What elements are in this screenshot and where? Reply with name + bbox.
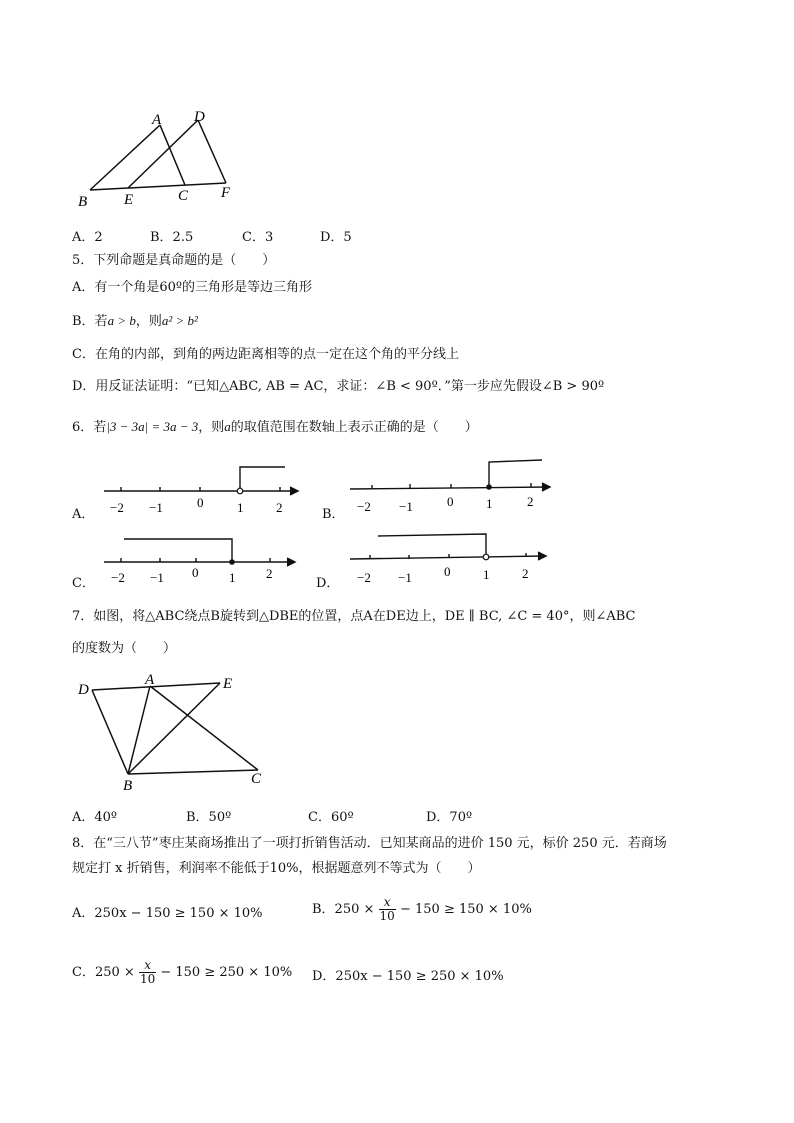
label-E: E [124, 192, 134, 208]
q7-option-c: C．60º [308, 810, 354, 825]
fraction-numerator: x [139, 959, 156, 973]
q5-b-result: a² > b² [161, 313, 198, 328]
tick-label: 0 [197, 495, 204, 510]
q8-b-prefix: B．250 × [312, 902, 375, 917]
q5-b-mid: ，则 [135, 314, 162, 329]
label-D: D [194, 109, 205, 125]
tick-label: 0 [447, 494, 454, 509]
q8-option-b [312, 896, 532, 923]
segment-DE [92, 683, 220, 690]
q8-option-d: D．250x − 150 ≥ 250 × 10% [312, 969, 504, 984]
q7-stem-line1: 7．如图，将△ABC绕点B旋转到△DBE的位置，点A在DE边上，DE ∥ BC, ∠C = 40°，则∠ABC [72, 609, 636, 624]
tick-label: −2 [111, 570, 125, 585]
segment-DB [92, 690, 128, 774]
q8-c-prefix: C．250 × [72, 965, 135, 980]
q6-stem-expression: |3 − 3a| = 3a − 3 [106, 419, 199, 434]
q8-c-fraction [139, 959, 156, 986]
q8-b-fraction [379, 896, 396, 923]
q6-stem-variable: a [224, 419, 231, 434]
tick-label: 2 [527, 494, 534, 509]
fraction-denominator: 10 [379, 909, 395, 923]
segment-EB [128, 683, 220, 774]
label-F: F [221, 185, 231, 201]
q8-stem-line2: 规定打 x 折销售，利润率不能低于10%，根据题意列不等式为（ ） [72, 861, 481, 876]
label-C: C [251, 771, 262, 787]
q6-stem-mid: ，则 [198, 420, 225, 435]
label-C: C [178, 188, 189, 204]
tick-label: −2 [110, 500, 124, 515]
q8-stem-line1: 8．在“三八节”枣庄某商场推出了一项打折销售活动．已知某商品的进价 150 元，标价 250 元．若商场 [72, 836, 667, 851]
tick-label: 1 [229, 570, 236, 585]
tick-label: −2 [357, 499, 371, 514]
q4-option-a: A．2 [72, 230, 103, 245]
q5-option-a: A．有一个角是60º的三角形是等边三角形 [72, 280, 313, 295]
q6-option-label-d: D． [316, 576, 340, 591]
fraction-numerator: x [379, 896, 396, 910]
q5-b-condition: a > b [107, 313, 136, 328]
q4-option-c: C．3 [242, 230, 274, 245]
q7-stem-line2: 的度数为（ ） [72, 641, 177, 656]
q8-option-a: A．250x − 150 ≥ 150 × 10% [72, 906, 263, 921]
label-D: D [78, 682, 89, 698]
tick-label: 1 [486, 496, 493, 511]
q4-option-d: D．5 [320, 230, 352, 245]
tick-label: −2 [357, 570, 371, 585]
segment-AB [128, 686, 150, 774]
tick-label: 2 [522, 566, 529, 581]
tick-label: 2 [266, 566, 273, 581]
tick-label: −1 [399, 499, 413, 514]
tick-label: 1 [483, 567, 490, 582]
q5-b-prefix: B．若 [72, 314, 108, 329]
q4-option-b: B．2.5 [150, 230, 194, 245]
q6-stem-suffix: 的取值范围在数轴上表示正确的是（ ） [230, 420, 478, 435]
q6-option-label-b: B． [322, 507, 345, 522]
q6-option-label-a: A． [72, 507, 95, 522]
segment-BC [128, 770, 258, 774]
tick-label: −1 [149, 500, 163, 515]
q7-option-d: D．70º [426, 810, 473, 825]
tick-label: −1 [398, 570, 412, 585]
q6-stem-prefix: 6．若 [72, 420, 107, 435]
tick-label: 1 [237, 500, 244, 515]
q5-option-d: D．用反证法证明：“已知△ABC, AB = AC，求证：∠B < 90º．”第一步应先假设∠B > 90º [72, 379, 605, 394]
tick-label: −1 [150, 570, 164, 585]
q7-option-a: A．40º [72, 810, 118, 825]
q8-c-suffix: − 150 ≥ 250 × 10% [160, 965, 293, 980]
fraction-denominator: 10 [139, 972, 156, 986]
label-B: B [123, 778, 133, 794]
tick-label: 0 [444, 564, 451, 579]
q5-stem: 5．下列命题是真命题的是（ ） [72, 253, 276, 268]
label-B: B [78, 194, 88, 210]
label-A: A [145, 672, 155, 688]
tick-label: 0 [192, 565, 199, 580]
label-A: A [152, 112, 162, 128]
q8-b-suffix: − 150 ≥ 150 × 10% [399, 902, 532, 917]
q8-option-c [72, 959, 292, 986]
q7-option-b: B．50º [186, 810, 232, 825]
q5-option-c: C．在角的内部，到角的两边距离相等的点一定在这个角的平分线上 [72, 347, 459, 362]
label-E: E [223, 676, 233, 692]
tick-label: 2 [276, 500, 283, 515]
q6-option-label-c: C． [72, 576, 95, 591]
